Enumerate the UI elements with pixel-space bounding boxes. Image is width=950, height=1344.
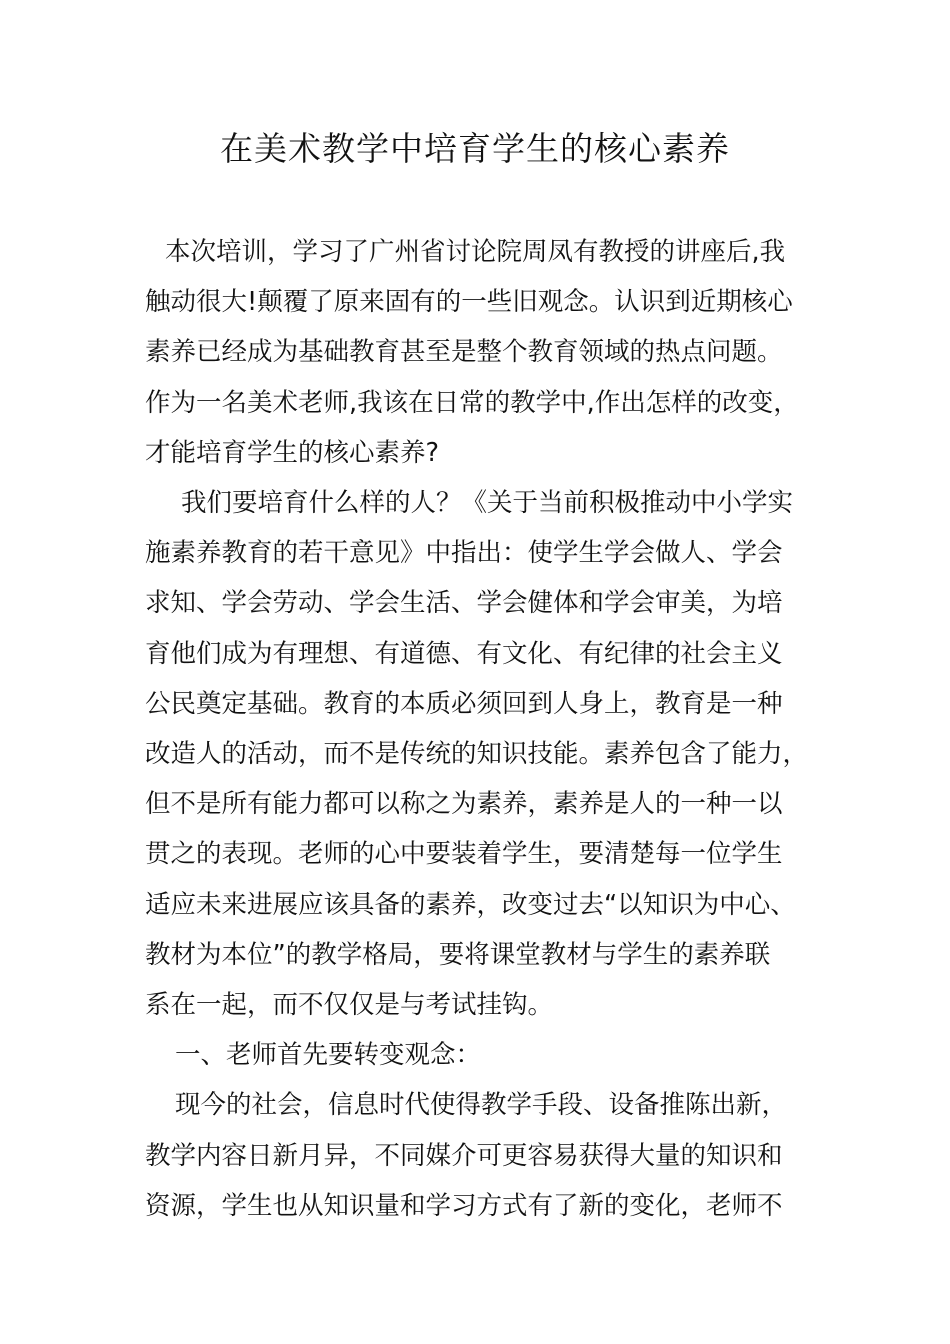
paragraph-line: 适应未来进展应该具备的素养，改变过去“以知识为中心、 [145,889,796,920]
paragraph-line: 才能培育学生的核心素养? [145,437,440,468]
paragraph-line: 教材为本位”的教学格局，要将课堂教材与学生的素养联 [145,939,771,970]
paragraph-line: 贯之的表现。老师的心中要装着学生，要清楚每一位学生 [145,839,783,870]
paragraph-line: 现今的社会，信息时代使得教学手段、设备推陈出新， [175,1090,788,1121]
paragraph-line: 素养已经成为基础教育甚至是整个教育领域的热点问题。 [145,337,783,368]
paragraph-line: 改造人的活动，而不是传统的知识技能。素养包含了能力， [145,739,809,769]
paragraph-line: 本次培训，学习了广州省讨论院周凤有教授的讲座后,我 [165,237,786,267]
paragraph-line: 求知、学会劳动、学会生活、学会健体和学会审美，为培 [145,588,783,619]
paragraph-line: 育他们成为有理想、有道德、有文化、有纪律的社会主义 [145,638,783,669]
paragraph-line: 施素养教育的若干意见》中指出：使学生学会做人、学会 [145,538,783,569]
paragraph-line: 我们要培育什么样的人？《关于当前积极推动中小学实 [181,488,794,518]
paragraph-line: 系在一起，而不仅仅是与考试挂钩。 [145,990,554,1020]
document-title: 在美术教学中培育学生的核心素养 [220,129,730,168]
paragraph-line: 资源，学生也从知识量和学习方式有了新的变化，老师不 [145,1190,783,1221]
paragraph-line: 但不是所有能力都可以称之为素养，素养是人的一种一以 [145,789,783,820]
paragraph-line: 公民奠定基础。教育的本质必须回到人身上，教育是一种 [145,688,783,719]
paragraph-line: 触动很大!颠覆了原来固有的一些旧观念。认识到近期核心 [145,287,793,318]
paragraph-line: 作为一名美术老师,我该在日常的教学中,作出怎样的改变， [145,387,799,418]
paragraph-line: 一、老师首先要转变观念： [175,1040,482,1071]
paragraph-line: 教学内容日新月异，不同媒介可更容易获得大量的知识和 [145,1140,783,1171]
